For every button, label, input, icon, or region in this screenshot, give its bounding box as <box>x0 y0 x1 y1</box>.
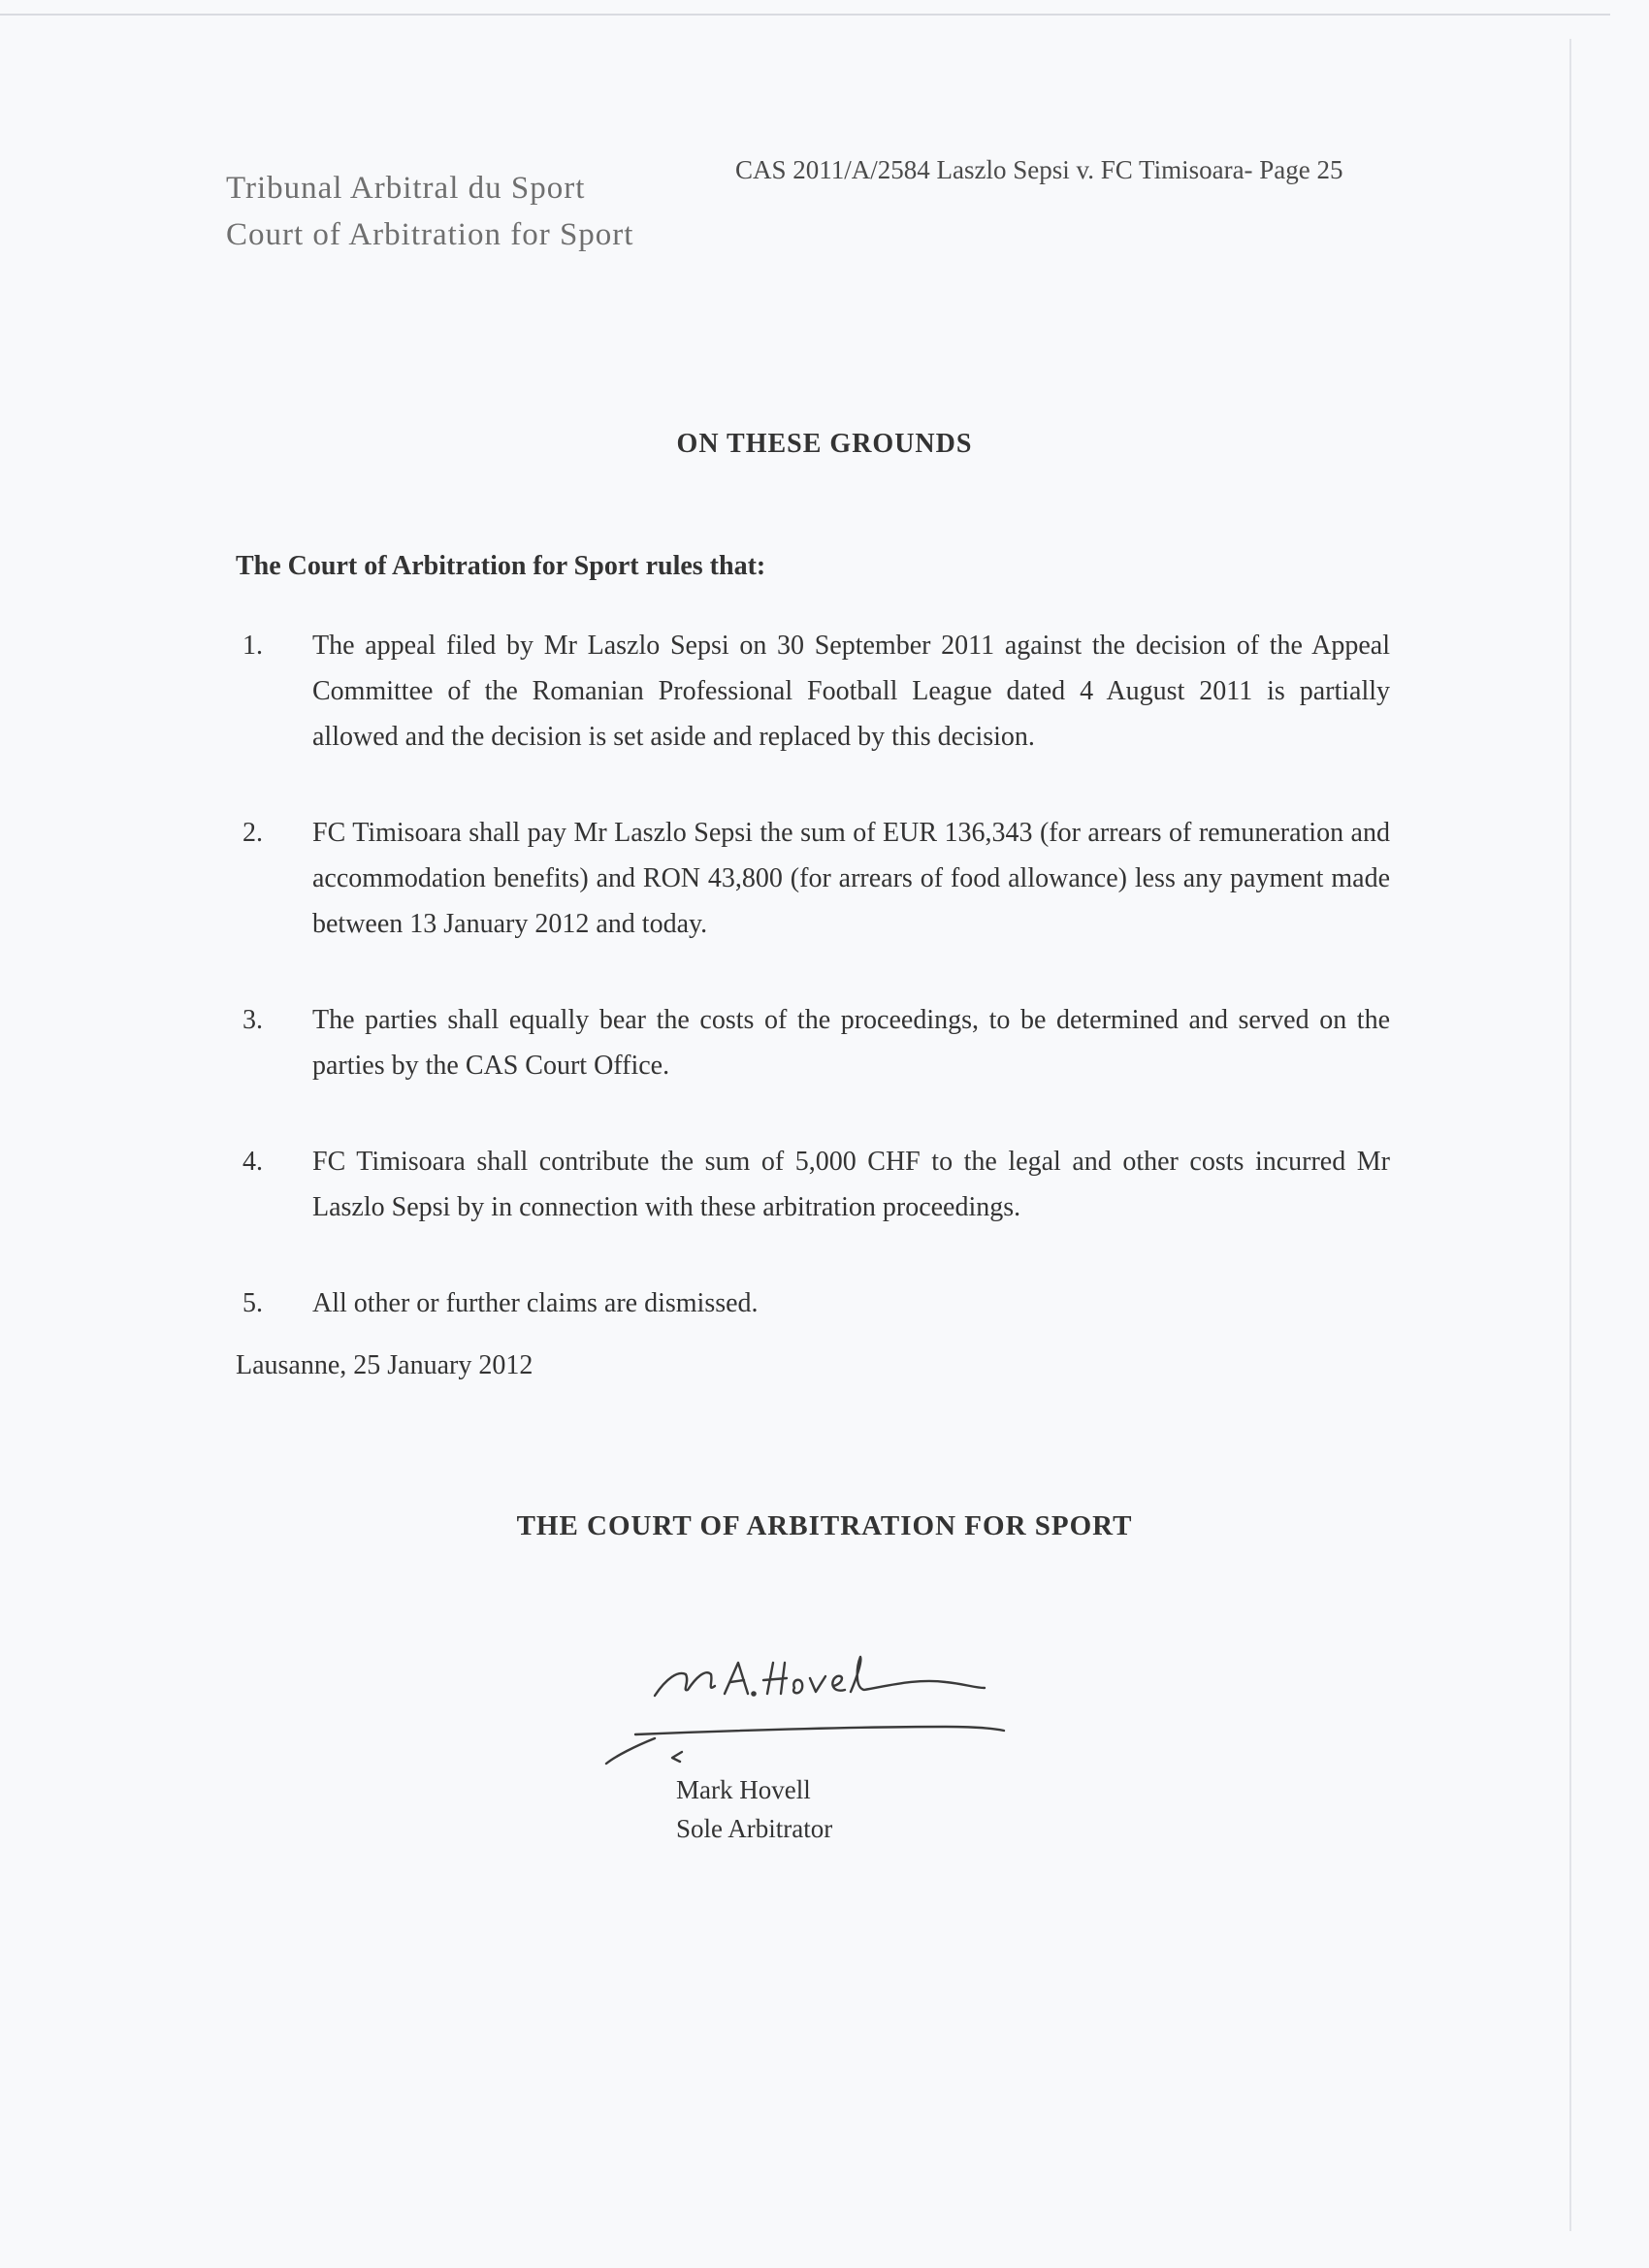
ruling-text: FC Timisoara shall contribute the sum of 5,000 CHF to the legal and other costs incurred Mr Laszlo Sepsi by in connection with these arbitration proceedings. <box>312 1147 1390 1222</box>
ruling-item <box>236 623 1390 760</box>
organization-header <box>226 165 633 258</box>
place-and-date: Lausanne, 25 January 2012 <box>236 1350 534 1380</box>
ruling-number: 3. <box>242 1005 263 1035</box>
scan-edge-top <box>0 14 1610 16</box>
ruling-text: The parties shall equally bear the costs of the proceedings, to be determined and served on the parties by the CAS Court Office. <box>312 1005 1390 1081</box>
section-title: ON THESE GROUNDS <box>676 429 973 459</box>
rulings-list <box>236 623 1390 1377</box>
handwritten-signature <box>597 1649 1082 1804</box>
scan-edge-right <box>1569 39 1571 2231</box>
ruling-text: All other or further claims are dismissed. <box>312 1288 759 1318</box>
case-reference: CAS 2011/A/2584 Laszlo Sepsi v. FC Timisoara- Page 25 <box>735 155 1343 184</box>
ruling-item <box>236 997 1390 1088</box>
ruling-text: The appeal filed by Mr Laszlo Sepsi on 30 September 2011 against the decision of the Appeal Committee of the Romanian Professional Football League dated 4 August 2011 is partially allowed and the decision is set aside and replaced by this decision. <box>312 631 1390 752</box>
ruling-item <box>236 1139 1390 1230</box>
ruling-item <box>236 1280 1390 1326</box>
ruling-text: FC Timisoara shall pay Mr Laszlo Sepsi the sum of EUR 136,343 (for arrears of remuneration and accommodation benefits) and RON 43,800 (for arrears of food allowance) less any payment made between 13 January 2012 and today. <box>312 818 1390 939</box>
ruling-intro: The Court of Arbitration for Sport rules that: <box>236 551 766 581</box>
organization-name-english: Court of Arbitration for Sport <box>226 217 634 252</box>
court-name: THE COURT OF ARBITRATION FOR SPORT <box>516 1510 1133 1541</box>
organization-name-french: Tribunal Arbitral du Sport <box>226 171 586 206</box>
ruling-number: 5. <box>242 1288 263 1318</box>
ruling-number: 1. <box>242 631 263 661</box>
ruling-item <box>236 810 1390 947</box>
ruling-number: 2. <box>242 818 263 848</box>
signer-role: Sole Arbitrator <box>676 1814 833 1843</box>
signer-name: Mark Hovell <box>676 1775 811 1804</box>
ruling-number: 4. <box>242 1147 263 1177</box>
